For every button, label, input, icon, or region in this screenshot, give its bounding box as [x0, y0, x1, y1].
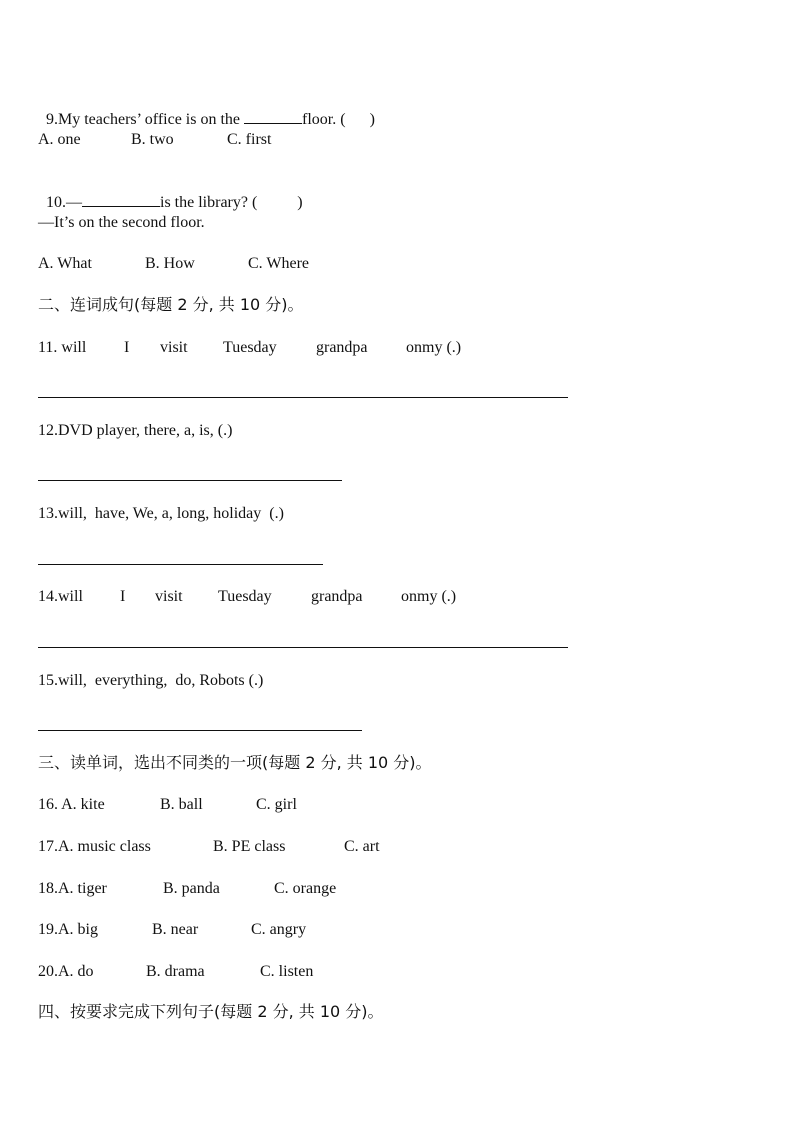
section-3-heading: 三、读单词，选出不同类的一项(每题 2 分, 共 10 分)。 — [38, 753, 432, 772]
q19-option-c[interactable]: C. angry — [251, 921, 307, 938]
q9-close-paren: ) — [369, 111, 375, 128]
q10-reply: —It’s on the second floor. — [38, 214, 205, 231]
question-12: 12.DVD player, there, a, is, (.) — [38, 422, 233, 439]
q9-blank[interactable] — [244, 108, 302, 124]
q18-option-a[interactable]: 18.A. tiger — [38, 880, 107, 897]
q10-option-c[interactable]: C. Where — [248, 255, 310, 272]
q16-option-a[interactable]: 16. A. kite — [38, 796, 105, 813]
question-10 — [38, 171, 303, 213]
section-4-heading: 四、按要求完成下列句子(每题 2 分, 共 10 分)。 — [38, 1002, 384, 1021]
q10-prefix: 10.— — [46, 194, 82, 211]
q20-option-a[interactable]: 20.A. do — [38, 963, 94, 980]
q10-blank[interactable] — [82, 191, 160, 207]
q10-option-b[interactable]: B. How — [145, 255, 195, 272]
question-11 — [38, 338, 558, 478]
q10-close-paren: ) — [297, 194, 303, 211]
q10-suffix: is the library? ( — [160, 194, 258, 211]
q9-option-c[interactable]: C. first — [227, 131, 272, 148]
q15-answer-line[interactable] — [38, 730, 362, 731]
q14-answer-line[interactable] — [38, 647, 568, 648]
q17-option-c[interactable]: C. art — [344, 838, 380, 855]
q14-word-4: Tuesday — [218, 588, 272, 605]
q19-option-b[interactable]: B. near — [152, 921, 199, 938]
question-14 — [38, 587, 558, 727]
q13-answer-line[interactable] — [38, 564, 323, 565]
question-9 — [38, 88, 375, 130]
q14-word-3: visit — [155, 588, 183, 605]
q14-word-5: grandpa — [311, 588, 363, 605]
q11-word-2: I — [124, 339, 130, 356]
q9-option-a[interactable]: A. one — [38, 131, 81, 148]
question-15: 15.will, everything, do, Robots (.) — [38, 672, 264, 689]
q14-word-1: 14.will — [38, 588, 83, 605]
q14-word-6: onmy (.) — [401, 588, 457, 605]
q19-option-a[interactable]: 19.A. big — [38, 921, 98, 938]
q10-option-a[interactable]: A. What — [38, 255, 92, 272]
q11-word-3: visit — [160, 339, 188, 356]
q11-word-4: Tuesday — [223, 339, 277, 356]
q10-options — [38, 254, 438, 334]
q11-word-5: grandpa — [316, 339, 368, 356]
q11-word-1: 11. will — [38, 339, 87, 356]
q9-prefix: 9.My teachers’ office is on the — [46, 111, 245, 128]
section-2-heading: 二、连词成句(每题 2 分, 共 10 分)。 — [38, 295, 304, 314]
q20-option-c[interactable]: C. listen — [260, 963, 314, 980]
q16-option-c[interactable]: C. girl — [256, 796, 297, 813]
q17-option-b[interactable]: B. PE class — [213, 838, 286, 855]
q11-answer-line[interactable] — [38, 397, 568, 398]
q12-answer-line[interactable] — [38, 480, 342, 481]
q18-option-c[interactable]: C. orange — [274, 880, 337, 897]
question-13: 13.will, have, We, a, long, holiday (.) — [38, 505, 284, 522]
q16-option-b[interactable]: B. ball — [160, 796, 203, 813]
q17-option-a[interactable]: 17.A. music class — [38, 838, 151, 855]
q14-word-2: I — [120, 588, 126, 605]
q18-option-b[interactable]: B. panda — [163, 880, 220, 897]
q9-option-b[interactable]: B. two — [131, 131, 174, 148]
q20-option-b[interactable]: B. drama — [146, 963, 205, 980]
q9-suffix: floor. ( — [302, 111, 346, 128]
q11-word-6: onmy (.) — [406, 339, 462, 356]
